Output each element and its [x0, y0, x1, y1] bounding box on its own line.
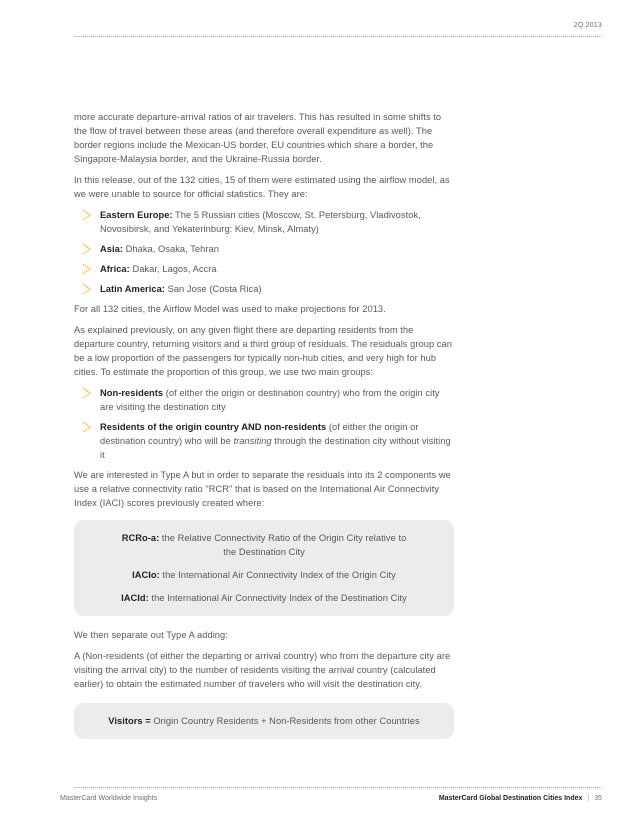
- paragraph-projections: For all 132 cities, the Airflow Model was used to make projections for 2013.: [74, 304, 386, 314]
- list-item: [74, 242, 454, 256]
- region-label: Africa:: [100, 264, 130, 274]
- definitions-box: [74, 520, 454, 616]
- region-list: [74, 208, 454, 296]
- definition-rcr: [84, 531, 444, 559]
- list-item: [74, 208, 454, 236]
- definition-term: IACIo:: [132, 570, 160, 580]
- group-emphasis: transiting: [233, 436, 272, 446]
- chevron-right-icon: [82, 387, 93, 399]
- visitors-formula: [84, 714, 444, 728]
- formula-text: Origin Country Residents + Non-Residents from other Countries: [150, 716, 420, 726]
- region-text: Dhaka, Osaka, Tehran: [122, 244, 219, 254]
- definition-text: the International Air Connectivity Index of the Destination City: [148, 593, 407, 603]
- group-text: (of either the origin or destination country) who from the origin city are visiting the destination city: [100, 388, 440, 412]
- list-item: [74, 420, 454, 462]
- paragraph-residuals: As explained previously, on any given flight there are departing residents from the departure country, returning visitors and a third group of residuals. The residuals group can be a low proportion of the passengers for typically non-hub cities, and very high for hub cities. To estimate the proportion of this group, we use two main groups:: [74, 325, 452, 377]
- paragraph-border-regions: more accurate departure-arrival ratios of air travelers. This has resulted in some shifts to the flow of travel between these areas (and therefore overall expenditure as well). The border regions include the Mexican-US border, EU countries which share a border, the Singapore-Malaysia border, and the Ukraine-Russia border.: [74, 112, 442, 164]
- group-text: (of either the origin or destination country) who will be: [100, 422, 419, 446]
- definition-term: RCRo-a:: [121, 533, 160, 543]
- region-label: Eastern Europe:: [100, 210, 173, 220]
- group-label: Non-residents: [100, 388, 164, 398]
- chevron-right-icon: [82, 421, 93, 433]
- chevron-right-icon: [82, 263, 93, 275]
- formula-term: Visitors =: [108, 716, 151, 726]
- paragraph-rcr-intro: We are interested in Type A but in order to separate the residuals into its 2 components we use a relative connectivity ratio "RCR" that is based on the International Air Connectivity Index (IACI) scores previously created where:: [74, 470, 451, 508]
- report-period: 2Q 2013: [573, 22, 602, 29]
- paragraph-separate-type-a: We then separate out Type A adding:: [74, 630, 228, 640]
- page-number: 35: [594, 795, 602, 802]
- footer-publisher: MasterCard Worldwide Insights: [60, 795, 158, 802]
- footer-rule: [74, 787, 602, 788]
- definition-iaci-origin: [84, 568, 444, 582]
- region-text: San Jose (Costa Rica): [164, 284, 262, 294]
- list-item: [74, 262, 454, 276]
- paragraph-type-a-detail: A (Non-residents (of either the departing or arrival country) who from the departure city are visiting the arrival city) to the number of residents visiting the arrival country (calculated earlier) to obtain the estimated number of travelers who will visit the destination city.: [74, 651, 451, 689]
- group-tail: through the destination city without visiting it: [100, 436, 451, 460]
- paragraph-estimated-cities: In this release, out of the 132 cities, 15 of them were estimated using the airflow model, as we were unable to source for official statistics. They are:: [74, 175, 450, 199]
- list-item: [74, 386, 454, 414]
- region-text: The 5 Russian cities (Moscow, St. Petersburg, Vladivostok, Novosibirsk, and Yekaterinburg: Kiev, Minsk, Almaty): [100, 210, 421, 234]
- group-list: [74, 386, 454, 462]
- footer-separator: |: [587, 795, 590, 802]
- chevron-right-icon: [82, 209, 93, 221]
- region-label: Asia:: [100, 244, 123, 254]
- definition-text: the International Air Connectivity Index of the Origin City: [159, 570, 396, 580]
- footer-report-title: MasterCard Global Destination Cities Index: [438, 795, 583, 802]
- header-rule: [74, 36, 602, 37]
- region-text: Dakar, Lagos, Accra: [129, 264, 217, 274]
- footer-title-page: [439, 795, 602, 802]
- group-label: Residents of the origin country AND non-residents: [100, 422, 327, 432]
- visitors-formula-box: [74, 703, 454, 739]
- definition-term: IACId:: [121, 593, 149, 603]
- region-label: Latin America:: [100, 284, 165, 294]
- list-item: [74, 282, 454, 296]
- definition-iaci-destination: [84, 591, 444, 605]
- chevron-right-icon: [82, 283, 93, 295]
- page-body: [74, 110, 454, 751]
- definition-text: the Relative Connectivity Ratio of the Origin City relative to the Destination City: [159, 533, 407, 557]
- chevron-right-icon: [82, 243, 93, 255]
